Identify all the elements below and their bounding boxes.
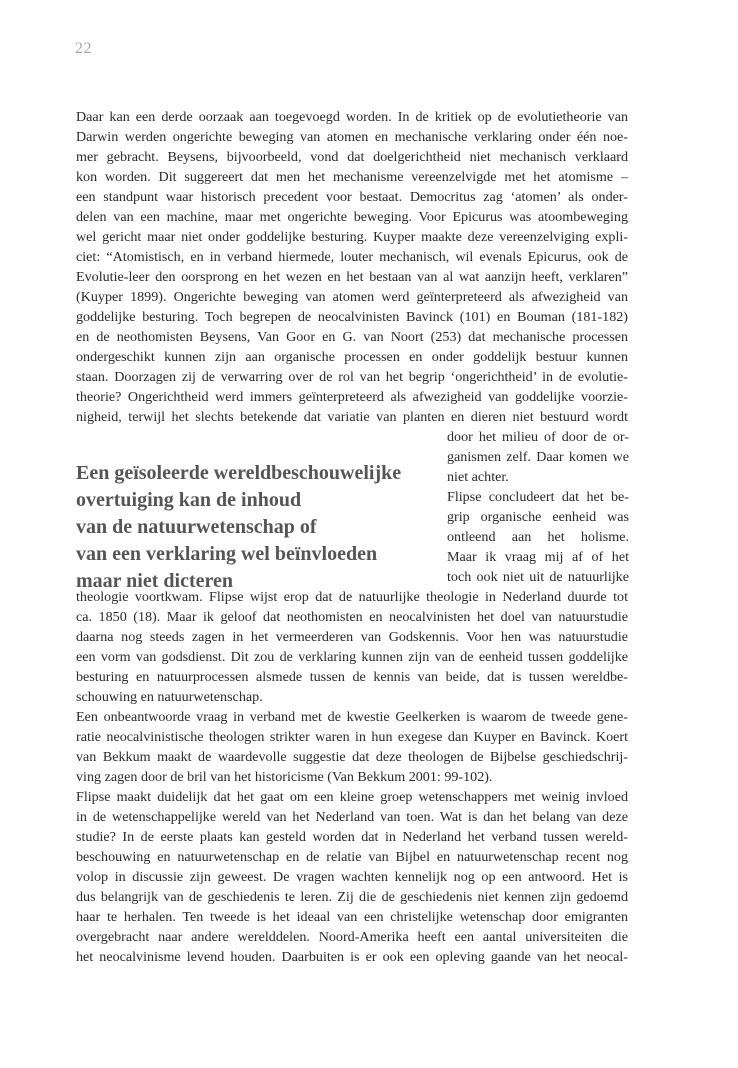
text-line: studie? In de eerste plaats kan gesteld worden dat in Nederland het verband tussen wereld- — [76, 829, 628, 845]
text-line: haar te herhalen. Ten tweede is het ideaal van een christelijke wetenschap door emigranten — [76, 909, 628, 925]
text-line: schouwing en natuurwetenschap. — [76, 689, 263, 705]
text-line: ratie neocalvinistische theologen strikter waren in hun exegese dan Kuyper en Bavinck. Koert — [76, 729, 628, 745]
text-line: ciet: “Atomistisch, en in verband hiermede, louter mechanisch, wil evenals Epicurus, ook de — [76, 249, 628, 265]
text-line: Een onbeantwoorde vraag in verband met de kwestie Geelkerken is waarom de tweede gene- — [76, 709, 628, 725]
text-line: nigheid, terwijl het slechts betekende dat variatie van planten en dieren niet bestuurd wordt — [76, 409, 628, 425]
page-number: 22 — [75, 40, 92, 57]
text-line: ontleend aan het holisme. — [447, 529, 629, 545]
text-line: mer gebracht. Beysens, bijvoorbeeld, vond dat doelgerichtheid niet mechanisch verklaard — [76, 149, 628, 165]
text-line: besturing en natuurprocessen alsmede tussen de kennis van beide, dat is tussen wereldbe- — [76, 669, 628, 685]
text-line: het neocalvinisme levend houden. Daarbuiten is er ook een opleving gaande van het neocal- — [76, 949, 628, 965]
text-line: en de neothomisten Beysens, Van Goor en G. van Noort (253) dat mechanische processen — [76, 329, 628, 345]
text-line: toch ook niet uit de natuurlijke — [447, 569, 629, 585]
text-line: een vorm van godsdienst. Dit zou de verklaring kunnen zijn van de eenheid tussen goddelijke — [76, 649, 628, 665]
text-line: Flipse concludeert dat het be- — [447, 489, 629, 505]
text-line: Flipse maakt duidelijk dat het gaat om een kleine groep wetenschappers met weinig invloed — [76, 789, 628, 805]
text-line: Darwin werden ongerichte beweging van atomen en mechanische verklaring onder één noe- — [76, 129, 628, 145]
text-line: daarna nog steeds zagen in het vermeerderen van Godskennis. Voor hen was natuurstudie — [76, 629, 628, 645]
text-line: ondergeschikt kunnen zijn aan organische processen en onder goddelijk bestuur kunnen — [76, 349, 628, 365]
text-line: ganismen zelf. Daar komen we — [447, 449, 629, 465]
text-line: goddelijke besturing. Toch begrepen de neocalvinisten Bavinck (101) en Bouman (181-182) — [76, 309, 628, 325]
pull-quote-line: maar niet dicteren — [76, 570, 234, 592]
text-line: wel gericht maar niet onder goddelijke besturing. Kuyper maakte deze vereenzelviging expli- — [76, 229, 628, 245]
text-line: van Bekkum maakt de waardevolle suggestie dat deze theologen de Bijbelse geschiedschrij- — [76, 749, 628, 765]
text-line: theorie? Ongerichtheid werd immers geïnterpreteerd als afwezigheid van goddelijke voorzie- — [76, 389, 628, 405]
text-line: theologie voortkwam. Flipse wijst erop dat de natuurlijke theologie in Nederland duurde tot — [76, 589, 628, 605]
text-line: overgebracht naar andere werelddelen. Noord-Amerika heeft een aantal universiteiten die — [76, 929, 628, 945]
text-line: delen van een machine, maar met ongerichte beweging. Voor Epicurus was atoombeweging — [76, 209, 628, 225]
text-line: grip organische eenheid was — [447, 509, 629, 525]
pull-quote-line: van een verklaring wel beïnvloeden — [76, 543, 378, 565]
pull-quote — [76, 460, 436, 595]
text-line: een standpunt waar historisch precedent voor bestaat. Democritus zag ‘atomen’ als onder- — [76, 189, 628, 205]
text-line: door het milieu of door de or- — [447, 429, 629, 445]
text-line: ving zagen door de bril van het historicisme (Van Bekkum 2001: 99-102). — [76, 769, 493, 785]
pull-quote-line: Een geïsoleerde wereldbeschouwelijke — [76, 462, 402, 484]
text-line: (Kuyper 1899). Ongerichte beweging van atomen werd geïnterpreteerd als afwezigheid van — [76, 289, 628, 305]
text-line: ca. 1850 (18). Maar ik geloof dat neothomisten en neocalvinisten het doel van natuurstudie — [76, 609, 628, 625]
text-line: Evolutie-leer den oorsprong en het wezen en het bestaan van al wat aanzijn heeft, verklaren” — [76, 269, 628, 285]
pull-quote-line: van de natuurwetenschap of — [76, 516, 317, 538]
text-line: volop in discussie zijn geweest. De vragen wachten kennelijk nog op een antwoord. Het is — [76, 869, 628, 885]
text-line: staan. Doorzagen zij de verwarring over de rol van het begrip ‘ongerichtheid’ in de evolutie- — [76, 369, 628, 385]
text-line: Maar ik vraag mij af of het — [447, 549, 629, 565]
text-line: in de wetenschappelijke wereld van het Nederland van toen. Wat is dan het belang van deze — [76, 809, 628, 825]
text-line: dus belangrijk van de geschiedenis te leren. Zij die de geschiedenis niet kennen zijn gedoemd — [76, 889, 628, 905]
text-line: niet achter. — [447, 469, 509, 485]
pull-quote-line: overtuiging kan de inhoud — [76, 489, 302, 511]
text-line: kon worden. Dit suggereert dat men het mechanisme vereenzelvigde met het atomisme – — [76, 169, 628, 185]
text-line: beschouwing en natuurwetenschap en de relatie van Bijbel en natuurwetenschap recent nog — [76, 849, 628, 865]
text-line: Daar kan een derde oorzaak aan toegevoegd worden. In de kritiek op de evolutietheorie van — [76, 109, 628, 125]
